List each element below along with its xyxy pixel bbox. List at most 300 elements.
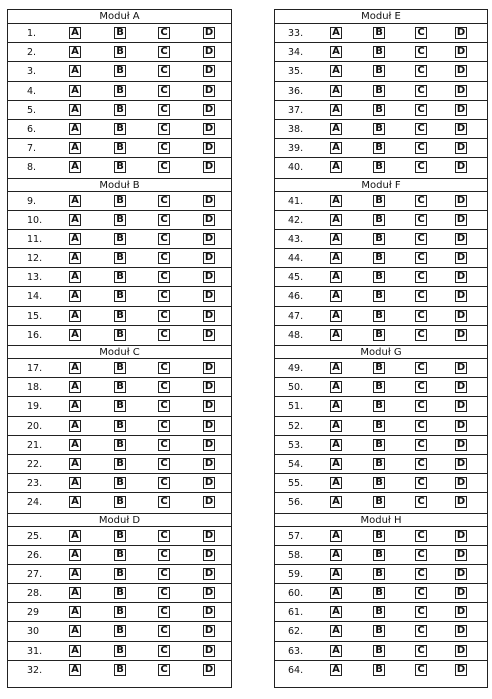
answer-option-a[interactable]: A <box>69 329 81 341</box>
answer-option-d[interactable]: D <box>456 232 466 244</box>
answer-option-b[interactable]: B <box>114 606 126 618</box>
answer-option-d[interactable]: D <box>456 309 466 321</box>
answer-option-d[interactable]: D <box>204 122 214 134</box>
answer-option-b[interactable]: B <box>373 420 385 432</box>
answer-option-b[interactable]: B <box>114 233 126 245</box>
answer-option-d[interactable]: D <box>456 213 466 225</box>
answer-option-a[interactable]: A <box>330 362 342 374</box>
answer-option-a[interactable]: A <box>69 549 81 561</box>
answer-option-d[interactable]: D <box>204 213 214 225</box>
answer-option-b[interactable]: B <box>373 625 385 637</box>
answer-option-a[interactable]: A <box>69 477 81 489</box>
answer-option-c[interactable]: C <box>158 477 170 489</box>
answer-option-d[interactable]: D <box>204 529 214 541</box>
question-number: 48. <box>288 329 304 341</box>
question-row <box>8 436 231 455</box>
answer-option-c[interactable]: C <box>415 104 427 116</box>
question-row <box>275 584 487 603</box>
answer-option-d[interactable]: D <box>456 290 466 302</box>
answer-option-b[interactable]: B <box>114 27 126 39</box>
question-number: 64. <box>288 664 304 676</box>
answer-option-b[interactable]: B <box>373 549 385 561</box>
answer-option-a[interactable]: A <box>330 290 342 302</box>
answer-option-d[interactable]: D <box>204 477 214 489</box>
answer-option-c[interactable]: C <box>415 664 427 676</box>
answer-option-d[interactable]: D <box>456 27 466 38</box>
question-number: 1. <box>27 28 37 39</box>
answer-option-b[interactable]: B <box>373 233 385 245</box>
answer-option-a[interactable]: A <box>330 123 342 135</box>
answer-option-c[interactable]: C <box>415 123 427 135</box>
answer-option-a[interactable]: A <box>330 161 342 173</box>
answer-option-a[interactable]: A <box>330 46 342 58</box>
answer-option-a[interactable]: A <box>69 27 81 39</box>
answer-option-c[interactable]: C <box>415 329 427 341</box>
answer-option-c[interactable]: C <box>158 85 170 97</box>
answer-option-b[interactable]: B <box>114 549 126 561</box>
answer-option-a[interactable]: A <box>330 477 342 489</box>
answer-option-b[interactable]: B <box>114 85 126 97</box>
answer-option-b[interactable]: B <box>114 271 126 283</box>
answer-option-c[interactable]: C <box>158 271 170 283</box>
answer-option-a[interactable]: A <box>69 439 81 451</box>
module-header: Moduł C <box>8 345 231 359</box>
answer-option-a[interactable]: A <box>69 645 81 657</box>
answer-option-d[interactable]: D <box>456 84 466 96</box>
answer-option-b[interactable]: B <box>114 65 126 77</box>
answer-option-c[interactable]: C <box>158 65 170 77</box>
answer-option-b[interactable]: B <box>373 664 385 676</box>
question-row <box>8 268 231 287</box>
answer-option-d[interactable]: D <box>204 625 214 637</box>
answer-option-b[interactable]: B <box>373 458 385 470</box>
answer-option-b[interactable]: B <box>114 420 126 432</box>
answer-option-a[interactable]: A <box>69 233 81 245</box>
answer-option-d[interactable]: D <box>204 400 214 412</box>
question-number: 36. <box>288 85 304 97</box>
answer-option-b[interactable]: B <box>114 310 126 322</box>
question-number: 41. <box>288 195 304 207</box>
answer-option-a[interactable]: A <box>69 214 81 226</box>
answer-option-b[interactable]: B <box>114 161 126 173</box>
answer-option-a[interactable]: A <box>69 625 81 637</box>
answer-option-d[interactable]: D <box>204 381 214 393</box>
answer-option-c[interactable]: C <box>415 439 427 451</box>
answer-option-a[interactable]: A <box>69 458 81 470</box>
answer-option-a[interactable]: A <box>330 587 342 599</box>
answer-option-c[interactable]: C <box>158 625 170 637</box>
answer-option-b[interactable]: B <box>373 606 385 618</box>
answer-option-b[interactable]: B <box>373 214 385 226</box>
answer-option-b[interactable]: B <box>114 252 126 264</box>
answer-option-a[interactable]: A <box>69 606 81 618</box>
answer-option-a[interactable]: A <box>330 625 342 637</box>
answer-option-c[interactable]: C <box>158 252 170 264</box>
answer-option-c[interactable]: C <box>415 271 427 283</box>
answer-option-d[interactable]: D <box>456 529 466 541</box>
answer-option-c[interactable]: C <box>415 606 427 618</box>
answer-option-d[interactable]: D <box>204 27 214 38</box>
question-row <box>275 417 487 436</box>
answer-option-a[interactable]: A <box>330 195 342 207</box>
answer-option-d[interactable]: D <box>204 362 214 373</box>
answer-option-c[interactable]: C <box>158 439 170 451</box>
answer-option-a[interactable]: A <box>69 195 81 207</box>
answer-option-c[interactable]: C <box>415 477 427 489</box>
answer-option-a[interactable]: A <box>330 104 342 116</box>
answer-option-d[interactable]: D <box>204 309 214 321</box>
answer-option-b[interactable]: B <box>114 123 126 135</box>
answer-option-c[interactable]: C <box>158 530 170 542</box>
question-row <box>8 139 231 158</box>
question-row <box>8 565 231 584</box>
question-number: 13. <box>27 272 43 284</box>
answer-option-c[interactable]: C <box>415 400 427 412</box>
answer-option-a[interactable]: A <box>69 362 81 374</box>
answer-option-d[interactable]: D <box>456 457 466 469</box>
question-number: 35. <box>288 66 304 78</box>
question-row <box>275 397 487 416</box>
answer-option-b[interactable]: B <box>373 530 385 542</box>
answer-option-d[interactable]: D <box>456 419 466 431</box>
answer-option-a[interactable]: A <box>69 568 81 580</box>
answer-option-b[interactable]: B <box>114 195 126 207</box>
answer-option-b[interactable]: B <box>373 362 385 374</box>
answer-option-d[interactable]: D <box>456 271 466 283</box>
question-row <box>275 62 487 81</box>
answer-option-a[interactable]: A <box>69 400 81 412</box>
answer-option-d[interactable]: D <box>204 142 214 154</box>
answer-option-a[interactable]: A <box>69 123 81 135</box>
question-number: 7. <box>27 143 37 155</box>
answer-option-d[interactable]: D <box>456 161 466 173</box>
answer-option-a[interactable]: A <box>330 400 342 412</box>
answer-option-c[interactable]: C <box>415 549 427 561</box>
answer-option-c[interactable]: C <box>415 381 427 393</box>
answer-option-d[interactable]: D <box>456 362 466 373</box>
answer-option-b[interactable]: B <box>373 439 385 451</box>
answer-option-a[interactable]: A <box>330 142 342 154</box>
answer-option-c[interactable]: C <box>415 645 427 657</box>
answer-option-b[interactable]: B <box>114 664 126 676</box>
answer-option-b[interactable]: B <box>373 310 385 322</box>
answer-option-a[interactable]: A <box>69 310 81 322</box>
answer-option-a[interactable]: A <box>330 329 342 341</box>
answer-option-b[interactable]: B <box>373 27 385 39</box>
question-number: 51. <box>288 401 304 413</box>
answer-option-c[interactable]: C <box>415 530 427 542</box>
answer-option-c[interactable]: C <box>158 400 170 412</box>
answer-option-b[interactable]: B <box>114 587 126 599</box>
answer-option-c[interactable]: C <box>158 664 170 676</box>
question-row <box>8 287 231 306</box>
answer-option-c[interactable]: C <box>158 381 170 393</box>
question-row <box>8 192 231 211</box>
answer-option-d[interactable]: D <box>456 496 466 508</box>
answer-option-b[interactable]: B <box>373 400 385 412</box>
answer-option-c[interactable]: C <box>158 310 170 322</box>
answer-option-c[interactable]: C <box>415 161 427 173</box>
answer-option-b[interactable]: B <box>373 123 385 135</box>
answer-option-c[interactable]: C <box>158 420 170 432</box>
answer-option-d[interactable]: D <box>456 606 466 618</box>
question-number: 11. <box>27 233 43 245</box>
answer-option-d[interactable]: D <box>456 438 466 450</box>
answer-option-b[interactable]: B <box>114 104 126 116</box>
answer-option-c[interactable]: C <box>158 587 170 599</box>
answer-option-a[interactable]: A <box>330 664 342 676</box>
answer-option-a[interactable]: A <box>330 252 342 264</box>
answer-option-d[interactable]: D <box>204 232 214 244</box>
answer-option-b[interactable]: B <box>114 381 126 393</box>
answer-option-c[interactable]: C <box>158 362 170 374</box>
answer-option-d[interactable]: D <box>204 548 214 560</box>
answer-option-a[interactable]: A <box>69 530 81 542</box>
question-number: 62. <box>288 626 304 638</box>
question-number: 58. <box>288 549 304 561</box>
answer-option-c[interactable]: C <box>158 161 170 173</box>
answer-option-d[interactable]: D <box>204 419 214 431</box>
answer-option-a[interactable]: A <box>69 104 81 116</box>
answer-option-b[interactable]: B <box>373 587 385 599</box>
answer-option-b[interactable]: B <box>373 381 385 393</box>
answer-option-a[interactable]: A <box>330 65 342 77</box>
question-row <box>8 661 231 680</box>
answer-option-d[interactable]: D <box>456 381 466 393</box>
answer-option-d[interactable]: D <box>456 663 466 675</box>
answer-option-b[interactable]: B <box>373 645 385 657</box>
answer-option-d[interactable]: D <box>456 122 466 134</box>
answer-column-left <box>7 9 232 688</box>
answer-option-c[interactable]: C <box>158 458 170 470</box>
answer-option-c[interactable]: C <box>415 195 427 207</box>
question-number: 44. <box>288 253 304 265</box>
answer-option-a[interactable]: A <box>69 381 81 393</box>
answer-option-a[interactable]: A <box>69 420 81 432</box>
answer-option-b[interactable]: B <box>373 290 385 302</box>
answer-option-c[interactable]: C <box>158 104 170 116</box>
answer-option-d[interactable]: D <box>204 496 214 508</box>
answer-option-a[interactable]: A <box>330 381 342 393</box>
answer-option-b[interactable]: B <box>114 530 126 542</box>
answer-option-c[interactable]: C <box>415 420 427 432</box>
answer-option-b[interactable]: B <box>114 645 126 657</box>
answer-option-d[interactable]: D <box>456 194 466 206</box>
answer-option-d[interactable]: D <box>204 84 214 96</box>
question-number: 27. <box>27 568 43 580</box>
answer-option-a[interactable]: A <box>69 85 81 97</box>
answer-option-d[interactable]: D <box>204 103 214 115</box>
answer-option-a[interactable]: A <box>69 664 81 676</box>
answer-option-a[interactable]: A <box>69 161 81 173</box>
answer-option-c[interactable]: C <box>415 27 427 39</box>
answer-option-a[interactable]: A <box>330 420 342 432</box>
answer-option-a[interactable]: A <box>330 549 342 561</box>
answer-option-b[interactable]: B <box>114 400 126 412</box>
answer-option-d[interactable]: D <box>456 625 466 637</box>
answer-option-b[interactable]: B <box>373 496 385 508</box>
answer-option-a[interactable]: A <box>330 233 342 245</box>
answer-option-c[interactable]: C <box>158 214 170 226</box>
answer-option-a[interactable]: A <box>330 85 342 97</box>
answer-option-a[interactable]: A <box>330 568 342 580</box>
answer-option-a[interactable]: A <box>330 458 342 470</box>
question-number: 18. <box>27 382 43 394</box>
answer-option-d[interactable]: D <box>204 271 214 283</box>
answer-option-a[interactable]: A <box>330 496 342 508</box>
answer-option-a[interactable]: A <box>69 142 81 154</box>
answer-option-c[interactable]: C <box>158 645 170 657</box>
answer-option-b[interactable]: B <box>373 271 385 283</box>
answer-option-d[interactable]: D <box>204 161 214 173</box>
answer-option-b[interactable]: B <box>373 65 385 77</box>
answer-option-b[interactable]: B <box>373 568 385 580</box>
answer-option-c[interactable]: C <box>415 85 427 97</box>
answer-option-c[interactable]: C <box>415 310 427 322</box>
answer-option-d[interactable]: D <box>456 477 466 489</box>
question-number: 28. <box>27 588 43 600</box>
answer-option-a[interactable]: A <box>69 587 81 599</box>
answer-option-c[interactable]: C <box>415 46 427 58</box>
answer-option-b[interactable]: B <box>114 477 126 489</box>
answer-option-c[interactable]: C <box>415 142 427 154</box>
answer-option-d[interactable]: D <box>204 194 214 206</box>
answer-option-d[interactable]: D <box>204 438 214 450</box>
question-number: 12. <box>27 253 43 265</box>
question-row <box>275 192 487 211</box>
answer-option-a[interactable]: A <box>69 46 81 58</box>
answer-option-b[interactable]: B <box>373 477 385 489</box>
answer-option-b[interactable]: B <box>373 195 385 207</box>
question-row <box>275 474 487 493</box>
question-row <box>8 43 231 62</box>
answer-option-c[interactable]: C <box>415 252 427 264</box>
answer-option-c[interactable]: C <box>158 142 170 154</box>
answer-option-d[interactable]: D <box>204 46 214 58</box>
answer-option-d[interactable]: D <box>204 252 214 264</box>
answer-option-b[interactable]: B <box>114 362 126 374</box>
answer-option-a[interactable]: A <box>330 310 342 322</box>
answer-option-d[interactable]: D <box>456 65 466 77</box>
answer-option-a[interactable]: A <box>69 290 81 302</box>
answer-option-c[interactable]: C <box>415 290 427 302</box>
question-number: 6. <box>27 123 37 135</box>
answer-option-b[interactable]: B <box>114 458 126 470</box>
answer-option-b[interactable]: B <box>114 625 126 637</box>
answer-option-c[interactable]: C <box>415 568 427 580</box>
answer-option-c[interactable]: C <box>415 496 427 508</box>
answer-option-c[interactable]: C <box>158 46 170 58</box>
answer-option-c[interactable]: C <box>415 214 427 226</box>
answer-option-d[interactable]: D <box>204 587 214 599</box>
answer-option-c[interactable]: C <box>158 568 170 580</box>
answer-option-c[interactable]: C <box>415 587 427 599</box>
answer-option-c[interactable]: C <box>415 625 427 637</box>
question-row <box>275 493 487 512</box>
answer-option-d[interactable]: D <box>456 142 466 154</box>
answer-option-d[interactable]: D <box>456 644 466 656</box>
answer-option-a[interactable]: A <box>330 606 342 618</box>
answer-option-d[interactable]: D <box>204 567 214 579</box>
module-header: Moduł G <box>275 345 487 359</box>
answer-option-c[interactable]: C <box>158 329 170 341</box>
answer-option-d[interactable]: D <box>204 65 214 77</box>
question-row <box>8 230 231 249</box>
answer-option-b[interactable]: B <box>114 496 126 508</box>
answer-option-d[interactable]: D <box>456 328 466 340</box>
answer-option-b[interactable]: B <box>114 214 126 226</box>
answer-option-c[interactable]: C <box>158 233 170 245</box>
answer-option-c[interactable]: C <box>158 195 170 207</box>
answer-option-d[interactable]: D <box>204 606 214 618</box>
answer-option-c[interactable]: C <box>415 458 427 470</box>
answer-option-d[interactable]: D <box>456 587 466 599</box>
answer-option-b[interactable]: B <box>373 104 385 116</box>
answer-option-d[interactable]: D <box>456 103 466 115</box>
answer-option-a[interactable]: A <box>330 530 342 542</box>
answer-option-a[interactable]: A <box>69 271 81 283</box>
answer-option-b[interactable]: B <box>373 142 385 154</box>
answer-option-b[interactable]: B <box>114 329 126 341</box>
answer-option-a[interactable]: A <box>69 65 81 77</box>
answer-option-a[interactable]: A <box>69 496 81 508</box>
question-row <box>275 565 487 584</box>
answer-option-a[interactable]: A <box>330 439 342 451</box>
answer-option-b[interactable]: B <box>114 439 126 451</box>
answer-option-b[interactable]: B <box>373 329 385 341</box>
answer-option-b[interactable]: B <box>114 46 126 58</box>
answer-option-b[interactable]: B <box>114 568 126 580</box>
answer-option-b[interactable]: B <box>373 46 385 58</box>
question-number: 46. <box>288 291 304 303</box>
answer-option-b[interactable]: B <box>373 85 385 97</box>
answer-option-d[interactable]: D <box>204 290 214 302</box>
answer-option-c[interactable]: C <box>158 123 170 135</box>
answer-option-d[interactable]: D <box>456 400 466 412</box>
question-row <box>275 546 487 565</box>
answer-option-b[interactable]: B <box>114 290 126 302</box>
answer-option-d[interactable]: D <box>204 328 214 340</box>
answer-option-a[interactable]: A <box>330 645 342 657</box>
answer-option-c[interactable]: C <box>158 496 170 508</box>
answer-option-d[interactable]: D <box>456 46 466 58</box>
answer-option-d[interactable]: D <box>456 567 466 579</box>
answer-option-a[interactable]: A <box>330 271 342 283</box>
answer-column-right <box>274 9 488 688</box>
answer-option-c[interactable]: C <box>158 290 170 302</box>
answer-option-b[interactable]: B <box>114 142 126 154</box>
answer-option-b[interactable]: B <box>373 161 385 173</box>
answer-option-c[interactable]: C <box>415 233 427 245</box>
answer-option-a[interactable]: A <box>330 214 342 226</box>
answer-option-a[interactable]: A <box>330 27 342 39</box>
answer-option-d[interactable]: D <box>204 663 214 675</box>
answer-option-c[interactable]: C <box>415 362 427 374</box>
answer-option-c[interactable]: C <box>415 65 427 77</box>
answer-option-d[interactable]: D <box>204 457 214 469</box>
answer-option-a[interactable]: A <box>69 252 81 264</box>
question-row <box>275 661 487 680</box>
answer-option-c[interactable]: C <box>158 549 170 561</box>
answer-option-c[interactable]: C <box>158 606 170 618</box>
answer-option-d[interactable]: D <box>204 644 214 656</box>
answer-option-b[interactable]: B <box>373 252 385 264</box>
answer-option-c[interactable]: C <box>158 27 170 39</box>
question-number: 59. <box>288 568 304 580</box>
answer-option-d[interactable]: D <box>456 252 466 264</box>
answer-option-d[interactable]: D <box>456 548 466 560</box>
question-number: 25. <box>27 530 43 542</box>
